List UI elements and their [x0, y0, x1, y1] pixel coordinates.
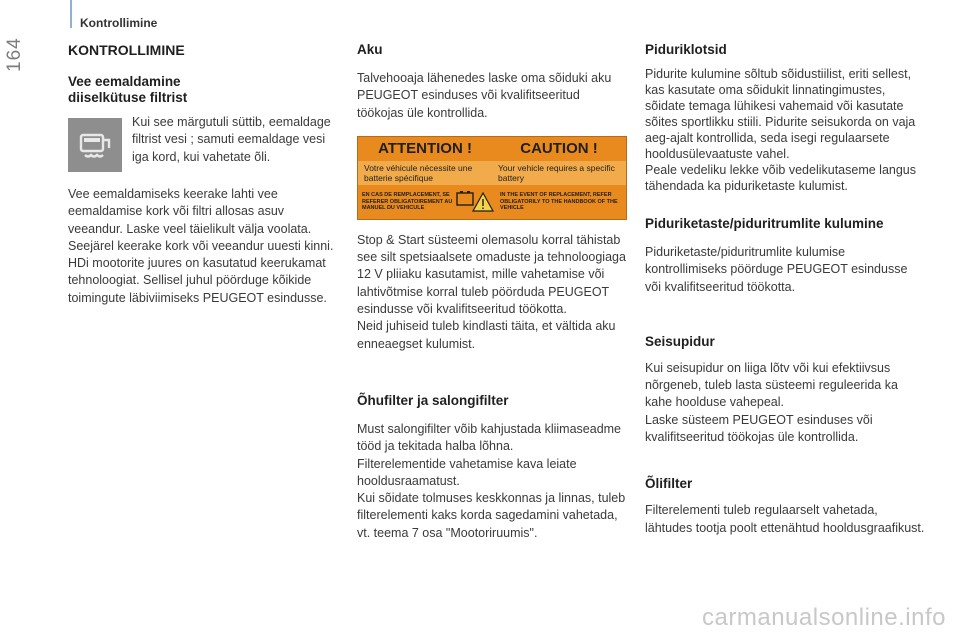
- page-title: KONTROLLIMINE: [68, 42, 185, 58]
- brake-discs-heading: Piduriketaste/piduritrumlite kulumine: [645, 216, 884, 231]
- label-fr-small: EN CAS DE REMPLACEMENT, SE REFERER OBLIGATOIREMENT AU MANUEL DU VEHICULE: [362, 192, 453, 212]
- oil-filter-heading: Õlifilter: [645, 476, 693, 492]
- brake-pads-heading: Piduriklotsid: [645, 42, 727, 57]
- battery-warning-label: [357, 136, 627, 220]
- watermark: carmanualsonline.info: [702, 604, 946, 631]
- water-removal-body: Vee eemaldamiseks keerake lahti vee eemaldamise kork või filtri allosas asuv veeandur. Laske veel täielikult välja voolata. Seejärel keerake kork või veeandur uuesti kinni. HDi mootorite juures on kasutatud keerukamat tehnoloogiat. Sellisel juhul pöörduge kõikide toimingute läbiviimiseks PEUGEOT esindusse.: [68, 187, 334, 305]
- air-filter-heading: Õhufilter ja salongifilter: [357, 392, 509, 408]
- battery-heading: Aku: [357, 42, 383, 57]
- label-caution: CAUTION !: [520, 139, 598, 157]
- warning-light-text: Kui see märgutuli süttib, eemaldage filtrist vesi ; samuti eemaldage vesi iga kord, kui vahetate õli.: [132, 115, 331, 164]
- column-right: [645, 42, 925, 537]
- header-accent-bar: [70, 0, 72, 28]
- water-filter-heading: Vee eemaldamine diiselkütuse filtrist: [68, 74, 188, 105]
- label-fr-line: Votre véhicule nécessite une batterie spécifique: [364, 162, 473, 183]
- label-attention: ATTENTION !: [378, 139, 472, 157]
- parking-brake-heading: Seisupidur: [645, 333, 715, 349]
- section-header: Kontrollimine: [80, 16, 158, 30]
- parking-brake-text: Kui seisupidur on liiga lõtv või kui efektiivsus nõrgeneb, tuleb lasta süsteemi reguleerida ka kahe hoolduse vahepeal. Laske süsteem PEUGEOT esinduses või kvalifitseeritud töökojas üle kontrollida.: [645, 360, 898, 445]
- fuel-filter-warning-icon: [68, 118, 122, 172]
- label-en-small: IN THE EVENT OF REPLACEMENT, REFER OBLIGATORILY TO THE HANDBOOK OF THE VEHICLE: [500, 192, 618, 212]
- oil-filter-text: Filterelementi tuleb regulaarselt vahetada, lähtudes tootja poolt ettenähtud hooldusgraafikust.: [645, 503, 925, 535]
- brake-pads-text: Pidurite kulumine sõltub sõidustiilist, eriti sellest, kas kasutate oma sõidukit linnatingimustes, sõidate temaga lühikesi vahemaid või kasutate sõites sportlikku stiili. Pidurite seisukorda on vaja aeg-ajalt kontrollida, seda isegi regulaarsete hooldusülevaatuste vahel. Peale vedeliku lekke võib vedelikutaseme langus tähendada ka piduriketaste kulumist.: [645, 67, 916, 193]
- column-left: [68, 42, 338, 307]
- stop-start-text: Stop & Start süsteemi olemasolu korral tähistab see silt spetsiaalsete omaduste ja tehnoloogiaga 12 V pliiaku kasutamist, mille vahetamise või lahtivõtmise korral tuleb pöörduda PEUGEOT esindusse või kvalifitseeritud töökotta. Neid juhiseid tuleb kindlasti täita, et vältida aku enneaegset kulumist.: [357, 232, 626, 351]
- air-filter-text: Must salongifilter võib kahjustada kliimaseadme tööd ja tekitada halba lõhna. Filterelementide vahetamise kava leiate hooldusraamatust. Kui sõidate tolmuses keskkonnas ja linnas, tuleb filterelementi kaks korda sagedamini vahetada, vt. teema 7 osa "Mootoriruumis".: [357, 421, 626, 540]
- battery-text: Talvehooaja lähenedes laske oma sõiduki aku PEUGEOT esinduses või kvalifitseeritud töökojas üle kontrollida.: [357, 71, 612, 120]
- brake-discs-text: Piduriketaste/piduritrumlite kulumise kontrollimiseks pöörduge PEUGEOT esindusse või kvalifitseeritud töökotta.: [645, 245, 908, 294]
- page-number: 164: [4, 37, 25, 72]
- label-en-line: Your vehicle requires a specific battery: [498, 162, 615, 183]
- warning-light-row: [68, 114, 338, 184]
- column-middle: [357, 42, 629, 542]
- battery-icon: [454, 189, 496, 215]
